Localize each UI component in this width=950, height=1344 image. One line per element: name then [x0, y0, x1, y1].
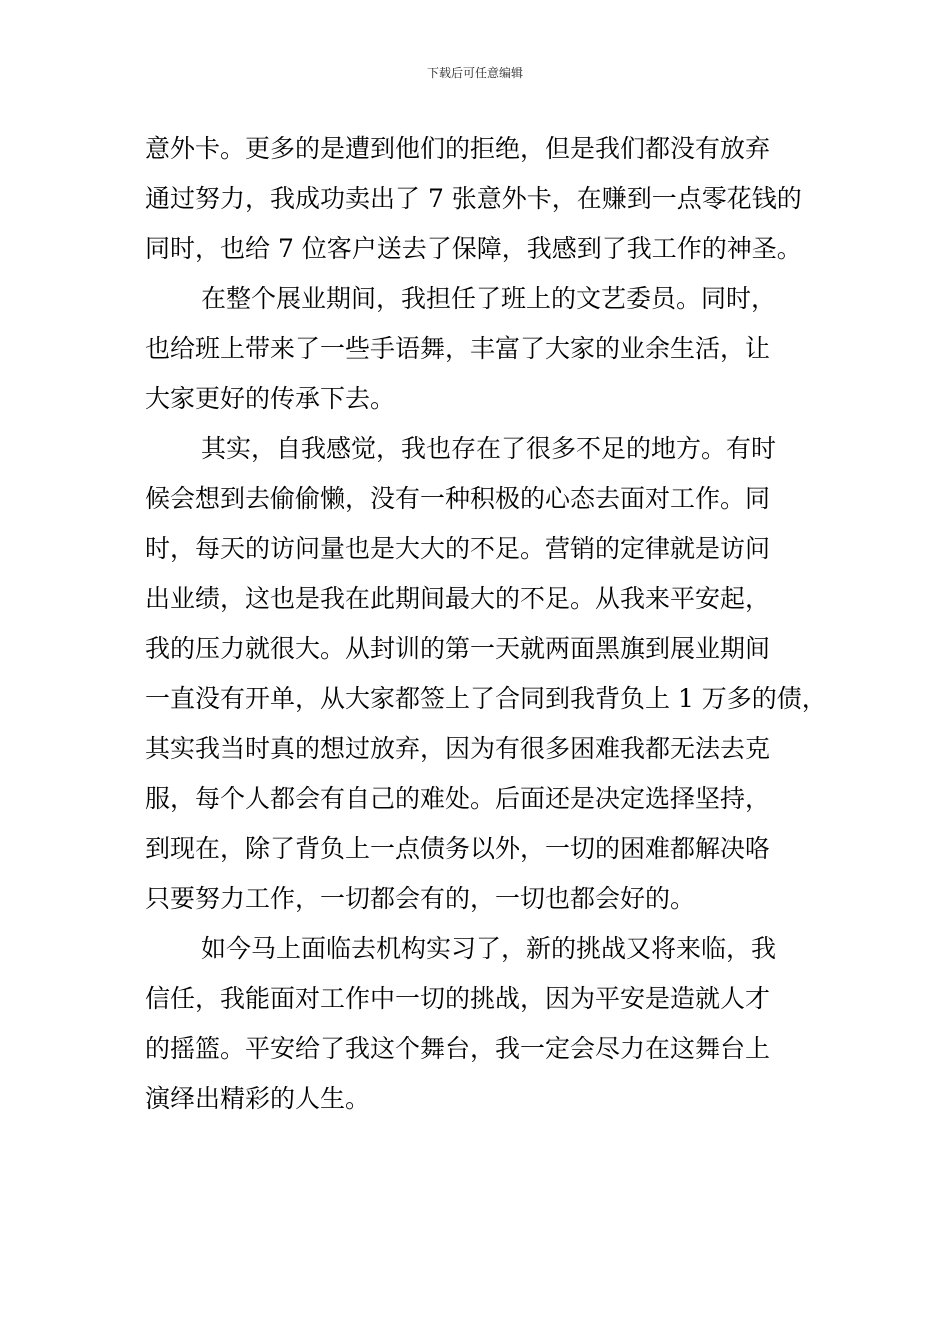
text-line: 也给班上带来了一些手语舞，丰富了大家的业余生活，让 [145, 334, 771, 363]
text-line: 候会想到去偷偷懒，没有一种积极的心态去面对工作。同 [145, 484, 771, 513]
text-line: 服，每个人都会有自己的难处。后面还是决定选择坚持， [145, 784, 771, 813]
text-line: 信任，我能面对工作中一切的挑战，因为平安是造就人才 [145, 984, 771, 1013]
text-line: 其实我当时真的想过放弃，因为有很多困难我都无法去克 [145, 734, 771, 763]
text-line: 其实，自我感觉，我也存在了很多不足的地方。有时 [201, 434, 777, 463]
text-line: 出业绩，这也是我在此期间最大的不足。从我来平安起， [145, 584, 771, 613]
text-line: 通过努力，我成功卖出了 7 张意外卡，在赚到一点零花钱的 [145, 184, 802, 213]
text-line: 意外卡。更多的是遭到他们的拒绝，但是我们都没有放弃 [145, 134, 771, 163]
text-line: 我的压力就很大。从封训的第一天就两面黑旗到展业期间 [145, 634, 771, 663]
text-line: 到现在，除了背负上一点债务以外，一切的困难都解决咯 [145, 834, 771, 863]
text-line: 时，每天的访问量也是大大的不足。营销的定律就是访问 [145, 534, 771, 563]
text-line: 只要努力工作，一切都会有的，一切也都会好的。 [145, 884, 696, 913]
text-line: 同时，也给 7 位客户送去了保障，我感到了我工作的神圣。 [145, 234, 802, 263]
paragraph [145, 924, 835, 1124]
text-line: 如今马上面临去机构实习了，新的挑战又将来临，我 [201, 934, 777, 963]
text-line: 演绎出精彩的人生。 [145, 1084, 371, 1113]
text-line: 在整个展业期间，我担任了班上的文艺委员。同时， [201, 284, 777, 313]
paragraph [145, 124, 835, 274]
text-line: 的摇篮。平安给了我这个舞台，我一定会尽力在这舞台上 [145, 1034, 771, 1063]
text-line: 一直没有开单，从大家都签上了合同到我背负上 1 万多的债， [145, 684, 827, 713]
document-body [145, 124, 835, 1124]
paragraph [145, 274, 835, 424]
header-note: 下载后可任意编辑 [426, 66, 523, 80]
paragraph [145, 424, 835, 924]
text-line: 大家更好的传承下去。 [145, 384, 396, 413]
